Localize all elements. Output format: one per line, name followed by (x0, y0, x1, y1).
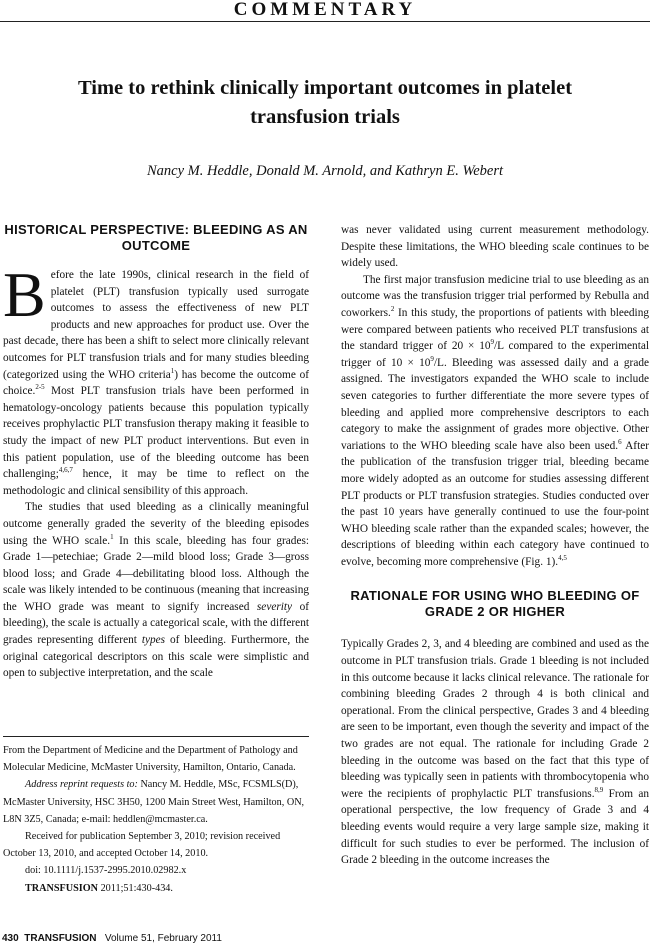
citation-ref: 4,5 (558, 554, 567, 563)
paragraph: was never validated using current measurement methodology. Despite these limitations, the WHO bleeding scale continues to be widely used. (341, 224, 649, 270)
footer-journal: TRANSFUSION (24, 933, 97, 944)
right-column (341, 222, 649, 869)
section-label: COMMENTARY (233, 0, 417, 20)
section-header (0, 0, 650, 22)
citation-ref: 2-5 (35, 383, 45, 392)
article-title: Time to rethink clinically important outcomes in platelet transfusion trials (77, 77, 573, 128)
footer-issue: Volume 51, February 2011 (104, 933, 222, 944)
paragraph: The studies that used bleeding as a clinically meaningful outcome generally graded the severity of the bleeding episodes using the WHO scale.$^1$ In this scale, bleeding has four grades: Grade 1—petechiae; Grade 2—mild blood loss; Grade 3—gross blood loss; and Grade 4—debilitating blood loss. Although the scale was likely intended to be continuous (meaning that increasing the WHO grade was meant to signify increased severity of bleeding), the scale is actually a categorical scale, with the different grades representing different types of bleeding. Furthermore, the original categorical descriptors on this scale were simplistic and open to subjective interpretation, and the scale (3, 501, 309, 680)
doi-note: doi: 10.1111/j.1537-2995.2010.02982.x (25, 865, 187, 877)
footnotes (3, 742, 309, 897)
citation-ref: 1 (110, 532, 114, 541)
header-rule (0, 21, 650, 22)
affiliation-note: From the Department of Medicine and the Department of Pathology and Molecular Medicine, McMaster University, Hamilton, Ontario, Canada. (3, 745, 298, 774)
citation-ref: 8,9 (594, 786, 604, 795)
reprint-note: Address reprint requests to: Nancy M. Heddle, MSc, FCSMLS(D), McMaster University, HSC 3H50, 1200 Main Street West, Hamilton, ON, L8N 3Z5, Canada; e-mail: heddlen@mcmaster.ca. (3, 779, 305, 825)
citation-note: TRANSFUSION 2011;51:430-434. (25, 882, 173, 894)
page-footer (2, 933, 222, 944)
paragraph: Typically Grades 2, 3, and 4 bleeding are combined and used as the outcome in PLT transfusion trials. Grade 1 bleeding is not included in this outcome because it lacks clinical relevance. The rationale for combining bleeding Grades 2 through 4 is both clinical and operational. From the clinical perspective, Grades 3 and 4 bleeding are seen to be important, even though the severity and impact of the two grades are not equal. The rationale for including Grade 2 bleeding in the outcome was based on the fact that this type of bleeding was typically seen in patients with thrombocytopenia who were the recipients of prophylactic PLT transfusions.$^{8,9}$ From an operational perspective, the low frequency of Grade 3 and 4 bleeding events would require a very large sample size, making it difficult for such studies to ever be performed. The inclusion of Grade 2 bleeding in the outcome increases the (341, 638, 649, 867)
paragraph: The first major transfusion medicine trial to use bleeding as an outcome was the transfusion trigger trial performed by Rebulla and coworkers.$^2$ In this study, the proportions of patients with bleeding were compared between patients who received PLT transfusions at the standard trigger of $20 \times 10^9/L$ compared to the experimental trigger of $10 \times 10^9/L$. Bleeding was assessed daily and a grade assigned. The investigators expanded the WHO scale to include seven categories to further differentiate the more severe types of bleeding and applied more comprehensive descriptors to each category to make the assignment of grades more objective. Other variations to the WHO bleeding scale have also been used.$^6$ After the publication of the transfusion trigger trial, bleeding became more widely adopted as an outcome for studies assessing different PLT products or PLT transfusion strategies. Studies conducted over the past 10 years have generally continued to use the four-point WHO bleeding scale rather than the expanded scales; however, the descriptions of bleeding within each category have continued to evolve, becoming more comprehensive (Fig. 1).$^{4,5}$ (341, 273, 649, 568)
section-heading-historical: HISTORICAL PERSPECTIVE: BLEEDING AS AN OUTCOME (4, 222, 308, 253)
citation-ref: 4,6,7 (58, 466, 73, 475)
paragraph: Before the late 1990s, clinical research in the field of platelet (PLT) transfusion typically used surrogate outcomes to assess the effectiveness of new PLT products and new approaches for product use. Over the past decade, there has been a shift to select more clinically relevant outcomes for PLT transfusion trials and for many studies bleeding (categorized using the WHO criteria$^1$) has become the outcome of choice.$^{2-5}$ Most PLT transfusion trials have been performed in hematology-oncology patients because this population typically receives prophylactic PLT transfusion therapy making it feasible to study the impact of new PLT product interventions. But even in this patient population, use of the bleeding outcome has been challenging;$^{4,6,7}$ hence, it may be time to reflect on the methodologic and clinical sensibility of this approach. (3, 259, 309, 497)
citation-ref: 2 (390, 305, 395, 314)
page-number: 430 (2, 933, 19, 944)
citation-ref: 6 (618, 437, 622, 446)
drop-cap: B (3, 259, 46, 330)
section-heading-rationale: RATIONALE FOR USING WHO BLEEDING OF GRADE 2 OR HIGHER (350, 588, 640, 620)
received-note: Received for publication September 3, 2010; revision received October 13, 2010, and accepted October 14, 2010. (3, 831, 281, 860)
footnote-rule (3, 736, 309, 737)
citation-ref: 1 (170, 366, 175, 375)
left-column (3, 222, 309, 682)
article-authors: Nancy M. Heddle, Donald M. Arnold, and Kathryn E. Webert (146, 163, 503, 179)
